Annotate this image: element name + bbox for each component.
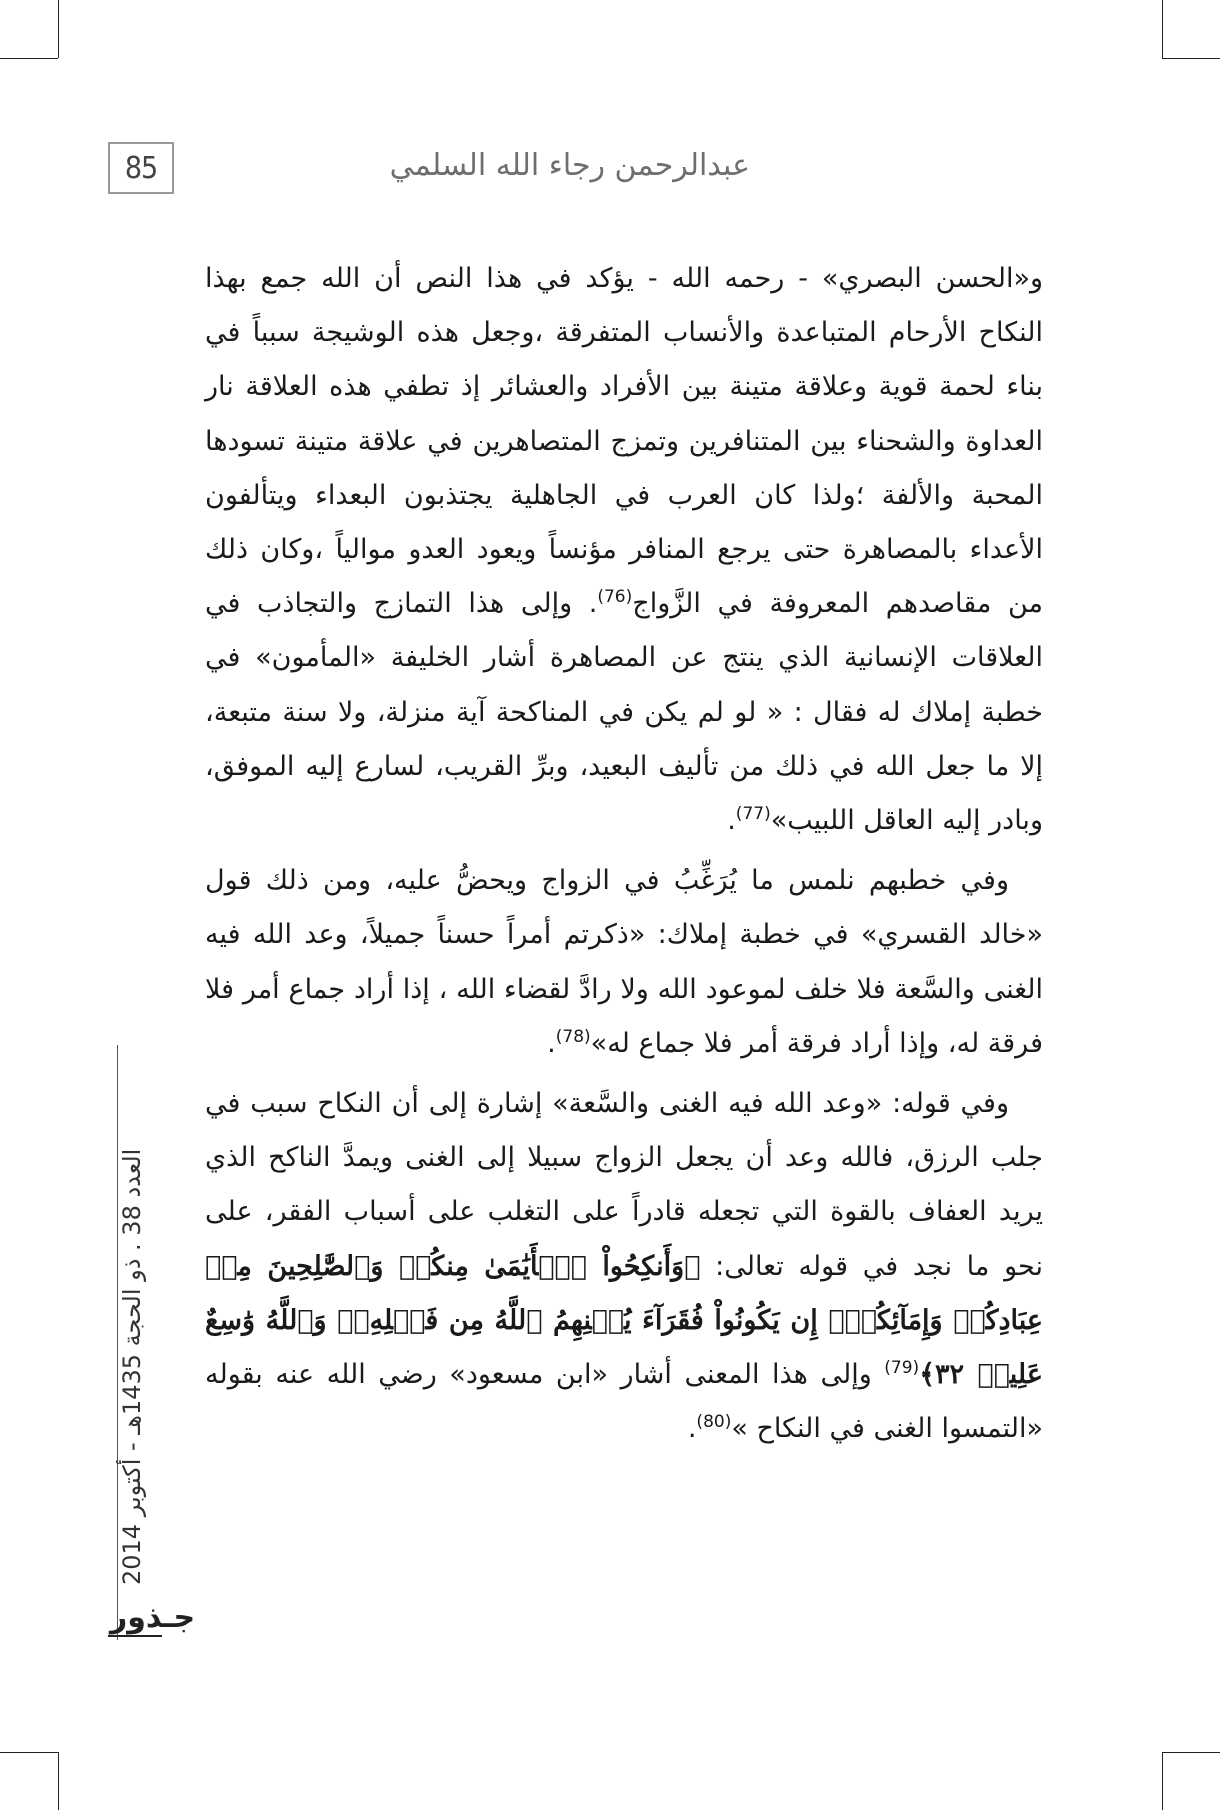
crop-mark (1162, 58, 1220, 59)
crop-mark (58, 1752, 59, 1810)
issue-line: العدد 38 . ذو الحجة 1435هـ - أكتوبر 2014 (118, 1148, 146, 1585)
footnote-ref: (78) (555, 1026, 591, 1047)
paragraph: وفي قوله: «وعد الله فيه الغنى والسَّعة» إشارة إلى أن النكاح سبب في جلب الرزق، فالله وعد أن يجعل الزواج سبيلا إلى الغنى ويمدَّ الناكح الذي يريد العفاف بالقوة التي تجعله قادراً على التغلب على أسباب الفقر، على نحو ما نجد في قوله تعالى: ﴿وَأَنكِحُواْ ٱلۡأَيَٰمَىٰ مِنكُمۡ وَٱلصَّٰلِحِينَ مِنۡ عِبَادِكُمۡ وَإِمَآئِكُمۡۚ إِن يَكُونُواْ فُقَرَآءَ يُغۡنِهِمُ ٱللَّهُ مِن فَضۡلِهِۦۗ وَٱللَّهُ وَٰسِعٌ عَلِيمٞ ٣٢﴾$^{(79)}$ وإلى هذا المعنى أشار «ابن مسعود» رضي الله عنه بقوله «التمسوا الغنى في النكاح »$^{(80)}$. (205, 1088, 1043, 1445)
paragraph: و«الحسن البصري» - رحمه الله - يؤكد في هذا النص أن الله جمع بهذا النكاح الأرحام المتباعدة والأنساب المتفرقة ،وجعل هذه الوشيجة سبباً في بناء لحمة قوية وعلاقة متينة بين الأفراد والعشائر إذ تطفي هذه العلاقة نار العداوة والشحناء بين المتنافرين وتمزج المتصاهرين في علاقة متينة تسودها المحبة والألفة ؛ولذا كان العرب في الجاهلية يجتذبون البعداء ويتألفون الأعداء بالمصاهرة حتى يرجع المنافر مؤنساً ويعود العدو موالياً ،وكان ذلك من مقاصدهم المعروفة في الزَّواج$^{(76)}$. وإلى هذا التمازج والتجاذب في العلاقات الإنسانية الذي ينتج عن المصاهرة أشار الخليفة «المأمون» في خطبة إملاك له فقال : « لو لم يكن في المناكحة آية منزلة، ولا سنة متبعة، إلا ما جعل الله في ذلك من تأليف البعيد، وبرِّ القريب، لسارع إليه الموفق، وبادر إليه العاقل اللبيب»$^{(77)}$. (205, 263, 1043, 837)
footnote-ref: (77) (735, 804, 771, 825)
journal-logo-underline (108, 1635, 162, 1637)
crop-mark (1162, 1752, 1163, 1810)
footnote-ref: (79) (884, 1358, 920, 1379)
crop-mark (1162, 0, 1163, 58)
crop-mark (58, 0, 59, 58)
page-number-text: 85 (124, 150, 158, 186)
footnote-ref: (80) (696, 1412, 732, 1433)
crop-mark (0, 1752, 58, 1753)
crop-mark (1162, 1752, 1220, 1753)
article-body (205, 252, 1043, 1462)
page-number (108, 142, 174, 194)
paragraph: وفي خطبهم نلمس ما يُرَغِّبُ في الزواج ويحضُّ عليه، ومن ذلك قول «خالد القسري» في خطبة إملاك: «ذكرتم أمراً حسناً جميلاً، وعد الله فيه الغنى والسَّعة فلا خلف لموعود الله ولا رادَّ لقضاء الله ، إذا أراد جماع أمر فلا فرقة له، وإذا أراد فرقة أمر فلا جماع له»$^{(78)}$. (205, 865, 1043, 1059)
journal-logo: جـذور (110, 1600, 196, 1635)
crop-mark (0, 58, 58, 59)
footnote-ref: (76) (597, 587, 633, 608)
quran-verse: ﴿وَأَنكِحُواْ ٱلۡأَيَٰمَىٰ مِنكُمۡ وَٱلصَّٰلِحِينَ مِنۡ عِبَادِكُمۡ وَإِمَآئِكُمۡۚ إِن يَكُونُواْ فُقَرَآءَ يُغۡنِهِمُ ٱللَّهُ مِن فَضۡلِهِۦۗ وَٱللَّهُ وَٰسِعٌ عَلِيمٞ ٣٢﴾ (205, 1250, 1043, 1391)
running-head: عبدالرحمن رجاء الله السلمي (389, 148, 750, 183)
